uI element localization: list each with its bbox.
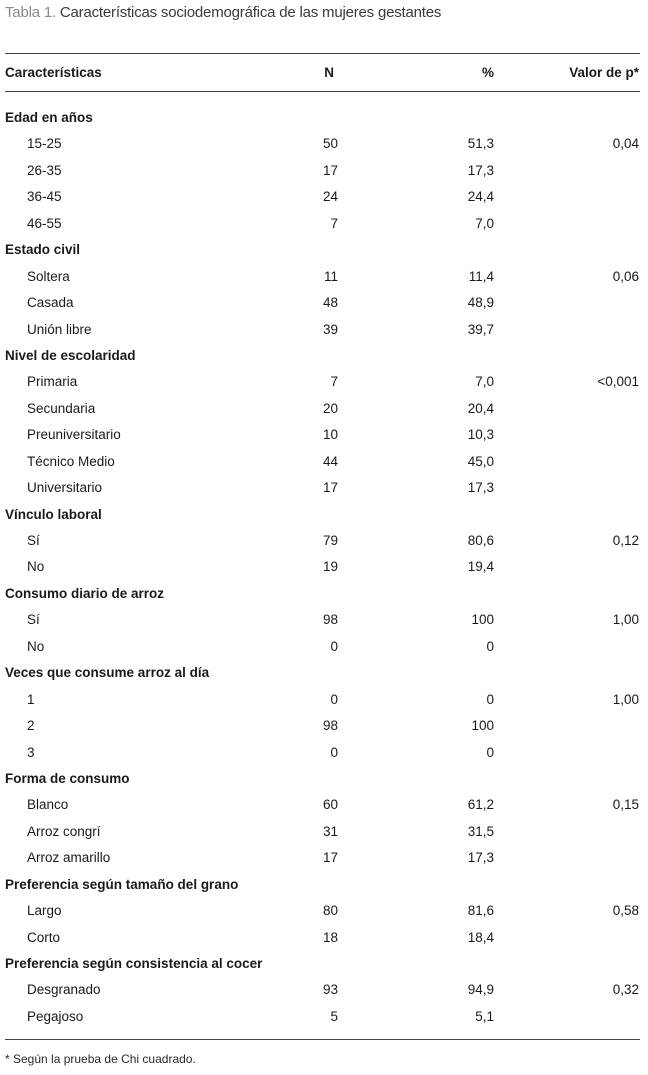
table-row xyxy=(0,900,648,926)
table-row xyxy=(0,636,648,662)
p-value: 1,00 xyxy=(612,691,639,707)
table-group-row xyxy=(0,874,648,900)
table-group-row xyxy=(0,239,648,265)
row-label: Unión libre xyxy=(27,321,92,337)
table-caption: Características sociodemográfica de las mujeres gestantes xyxy=(59,4,442,21)
row-label: Largo xyxy=(27,903,62,919)
table-row xyxy=(0,424,648,450)
header-characteristics: Características xyxy=(5,65,102,80)
p-value: 0,06 xyxy=(612,268,639,284)
n-value: 50 xyxy=(322,136,338,152)
table-row xyxy=(0,477,648,503)
row-label: Sí xyxy=(27,533,40,548)
table-row xyxy=(0,530,648,556)
row-label: Arroz congrí xyxy=(27,823,101,839)
footnote: * Según la prueba de Chi cuadrado. xyxy=(5,1052,196,1066)
row-label: 1 xyxy=(27,691,35,707)
percent-value: 100 xyxy=(471,612,494,628)
table-row xyxy=(0,715,648,741)
table-group-row xyxy=(0,768,648,794)
row-label: Blanco xyxy=(27,797,69,813)
n-value: 7 xyxy=(330,215,338,231)
percent-value: 94,9 xyxy=(467,982,494,998)
table-row xyxy=(0,556,648,582)
percent-value: 10,3 xyxy=(467,427,494,443)
row-label: Casada xyxy=(27,295,74,311)
percent-value: 0 xyxy=(486,744,494,760)
n-value: 39 xyxy=(322,321,338,337)
n-value: 7 xyxy=(330,374,338,390)
table-row xyxy=(0,689,648,715)
p-value: 1,00 xyxy=(612,612,639,628)
table-group-row xyxy=(0,953,648,979)
row-label: Pegajoso xyxy=(27,1008,84,1024)
row-label: Primaria xyxy=(27,374,78,390)
header-p-value: Valor de p* xyxy=(569,65,639,80)
table-row xyxy=(0,371,648,397)
n-value: 98 xyxy=(322,718,338,734)
n-value: 0 xyxy=(330,638,338,654)
row-label: No xyxy=(27,638,45,654)
row-label: Preuniversitario xyxy=(27,427,121,443)
table-group-row xyxy=(0,345,648,371)
table-row xyxy=(0,186,648,212)
table-group-row xyxy=(0,107,648,133)
row-label: 2 xyxy=(27,718,35,734)
percent-value: 61,2 xyxy=(467,797,494,813)
row-label: 46-55 xyxy=(27,215,62,231)
percent-value: 39,7 xyxy=(467,321,494,337)
table-row xyxy=(0,847,648,873)
group-label: Veces que consume arroz al día xyxy=(5,665,210,681)
row-label: No xyxy=(27,559,45,575)
group-label: Forma de consumo xyxy=(5,770,130,786)
percent-value: 11,4 xyxy=(468,268,494,284)
row-label: 3 xyxy=(27,744,35,760)
table-row xyxy=(0,609,648,635)
table-row xyxy=(0,292,648,318)
table-group-row xyxy=(0,583,648,609)
percent-value: 80,6 xyxy=(467,533,494,548)
table-row xyxy=(0,927,648,953)
header-n: N xyxy=(324,65,334,80)
n-value: 17 xyxy=(322,850,338,866)
table-row xyxy=(0,133,648,159)
top-rule xyxy=(5,53,640,54)
percent-value: 48,9 xyxy=(467,295,494,311)
p-value: 0,04 xyxy=(612,136,639,152)
table-row xyxy=(0,319,648,345)
row-label: Universitario xyxy=(27,480,103,496)
percent-value: 5,1 xyxy=(475,1008,494,1024)
table-number: Tabla 1. xyxy=(5,4,56,21)
n-value: 0 xyxy=(330,744,338,760)
n-value: 24 xyxy=(322,189,338,205)
percent-value: 31,5 xyxy=(467,823,494,839)
table-header xyxy=(0,62,648,84)
n-value: 93 xyxy=(322,982,338,998)
group-label: Preferencia según tamaño del grano xyxy=(5,876,239,892)
n-value: 17 xyxy=(322,162,338,178)
p-value: 0,32 xyxy=(612,982,639,998)
n-value: 10 xyxy=(322,427,338,443)
n-value: 11 xyxy=(323,268,338,284)
table-row xyxy=(0,794,648,820)
group-label: Estado civil xyxy=(5,242,81,258)
percent-value: 0 xyxy=(486,691,494,707)
row-label: 15-25 xyxy=(27,136,62,152)
percent-value: 45,0 xyxy=(467,453,494,469)
percent-value: 19,4 xyxy=(467,559,494,575)
n-value: 18 xyxy=(322,929,338,945)
row-label: Secundaria xyxy=(27,400,96,416)
table-row xyxy=(0,821,648,847)
n-value: 79 xyxy=(322,533,338,548)
row-label: 26-35 xyxy=(27,162,62,178)
row-label: Técnico Medio xyxy=(27,453,115,469)
row-label: 36-45 xyxy=(27,189,62,205)
header-rule xyxy=(5,91,640,92)
row-label: Arroz amarillo xyxy=(27,850,111,866)
table-body xyxy=(0,107,648,1032)
percent-value: 17,3 xyxy=(467,480,494,496)
percent-value: 18,4 xyxy=(467,929,494,945)
percent-value: 24,4 xyxy=(467,189,494,205)
n-value: 60 xyxy=(322,797,338,813)
table-row xyxy=(0,266,648,292)
n-value: 98 xyxy=(322,612,338,628)
percent-value: 7,0 xyxy=(475,215,494,231)
header-percent: % xyxy=(481,65,494,80)
table-title xyxy=(5,4,441,21)
table-row xyxy=(0,1006,648,1032)
percent-value: 17,3 xyxy=(467,850,494,866)
table-group-row xyxy=(0,662,648,688)
table-row xyxy=(0,979,648,1005)
group-label: Nivel de escolaridad xyxy=(5,347,136,363)
table-row xyxy=(0,398,648,424)
n-value: 48 xyxy=(322,295,338,311)
table-row xyxy=(0,451,648,477)
percent-value: 81,6 xyxy=(467,903,494,919)
table-row xyxy=(0,742,648,768)
n-value: 17 xyxy=(322,480,338,496)
n-value: 0 xyxy=(330,691,338,707)
row-label: Sí xyxy=(27,612,40,628)
table-row xyxy=(0,160,648,186)
percent-value: 0 xyxy=(486,638,494,654)
n-value: 20 xyxy=(322,400,338,416)
p-value: 0,58 xyxy=(612,903,639,919)
percent-value: 20,4 xyxy=(467,400,494,416)
percent-value: 100 xyxy=(471,718,494,734)
group-label: Preferencia según consistencia al cocer xyxy=(5,956,263,971)
table-row xyxy=(0,213,648,239)
row-label: Soltera xyxy=(27,268,70,284)
percent-value: 51,3 xyxy=(467,136,494,152)
row-label: Corto xyxy=(27,929,61,945)
n-value: 31 xyxy=(322,823,338,839)
group-label: Consumo diario de arroz xyxy=(5,585,165,601)
group-label: Vínculo laboral xyxy=(5,506,102,522)
table-group-row xyxy=(0,504,648,530)
p-value: <0,001 xyxy=(597,374,639,390)
bottom-rule xyxy=(5,1039,640,1040)
percent-value: 7,0 xyxy=(475,374,494,390)
n-value: 44 xyxy=(322,453,338,469)
group-label: Edad en años xyxy=(5,110,93,125)
p-value: 0,12 xyxy=(612,533,639,548)
n-value: 5 xyxy=(330,1008,338,1024)
p-value: 0,15 xyxy=(612,797,639,813)
percent-value: 17,3 xyxy=(467,162,494,178)
n-value: 80 xyxy=(322,903,338,919)
row-label: Desgranado xyxy=(27,982,101,998)
n-value: 19 xyxy=(322,559,338,575)
